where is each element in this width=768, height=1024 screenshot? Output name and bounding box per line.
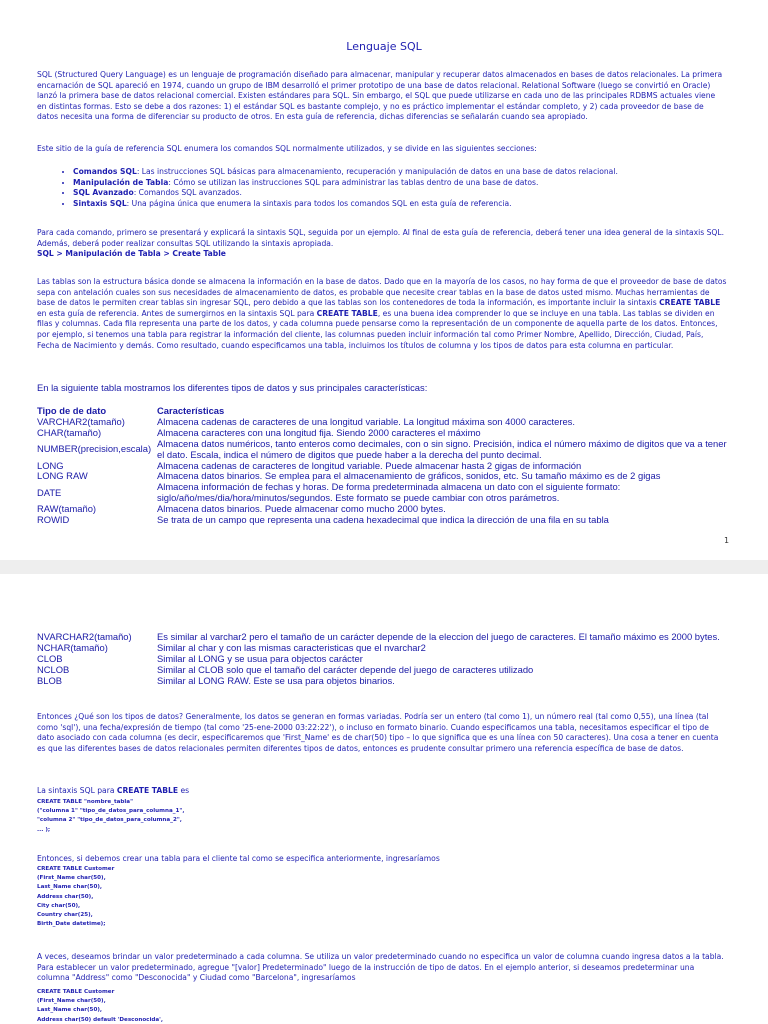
- tables-paragraph: Las tablas son la estructura básica donde se almacena la información en la base de datos. Dado que en la mayoría de los casos, no hay forma de que el proveedor de base de datos sepa con antelación cuales son sus necesidades de almacenamiento de datos, es probable que necesite crear tablas en la base de datos usted mismo. Muchas herramientas de base de datos le permiten crear tablas sin ingresar SQL, pero debido a que las tablas son los contenedores de toda la información, es importante incluir la sintaxis CREATE TABLE en esta guía de referencia. Antes de sumergirnos en la sintaxis SQL para CREATE TABLE, es una buena idea comprender lo que se incluye en una tabla. Las tablas se dividen en filas y columnas. Cada fila representa una parte de los datos, y cada columna puede pensarse como la representación de un componente de aquella parte de los datos. Entonces, por ejemplo, si tenemos una tabla para registrar la información del cliente, las columnas pueden incluir información tal como Primer Nombre, Apellido, Dirección, Ciudad, País, Fecha de Nacimiento y demás. Como resultado, cuando especificamos una tabla, incluimos los títulos de columna y los tipos de datos para esta columna en particular.: [37, 277, 727, 350]
- table-row: BLOB Similar al LONG RAW. Este se usa para objetos binarios.: [37, 674, 395, 686]
- table-row: DATE Almacena información de fechas y horas. De forma predeterminada almacena un dato con el siguiente formato: siglo/año/mes/dia/hora/minutos/segundos. Este formato se puede cambiar con otros parámetros.: [37, 481, 621, 504]
- page-title: Lenguaje SQL: [346, 40, 422, 53]
- default-code-block: CREATE TABLE Customer (First_Name char(50), Last_Name char(50), Address char(50) default 'Desconocida',: [37, 989, 164, 1023]
- syntax-intro: La sintaxis SQL para CREATE TABLE es: [37, 786, 190, 795]
- example-intro: Entonces, si debemos crear una tabla para el cliente tal como se especifica anteriormente, ingresaríamos: [37, 854, 440, 863]
- link-sintaxis-sql[interactable]: Sintaxis SQL: [73, 198, 127, 208]
- data-types-table: [37, 406, 727, 526]
- table-row: NUMBER(precision,escala) Almacena datos numéricos, tanto enteros como decimales, con o sin signo. Precisión, indica el número máximo de digitos que va a tener el dato. Escala, indica el número de digitos que puede haber a la derecha del punto decimal.: [37, 437, 727, 460]
- table-row: RAW(tamaño) Almacena datos binarios. Puede almacenar como mucho 2000 bytes.: [37, 503, 446, 515]
- table-row: CLOB Similar al LONG y se usua para objectos carácter: [37, 652, 363, 664]
- table-row: LONG Almacena cadenas de caracteres de longitud variable. Puede almacenar hasta 2 gigas de información: [37, 459, 582, 471]
- list-item: • Sintaxis SQL: Una página única que enumera la sintaxis para todos los comandos SQL en esta guía de referencia.: [73, 199, 727, 210]
- link-manipulacion-tabla[interactable]: Manipulación de Tabla: [73, 177, 169, 187]
- example-code-block: CREATE TABLE Customer (First_Name char(50), Last_Name char(50), Address char(50), City char(50), Country char(25), Birth_Date datetime);: [37, 866, 115, 928]
- list-item: • Manipulación de Tabla: Cómo se utilizan las instrucciones SQL para administrar las tablas dentro de una base de datos.: [73, 178, 727, 189]
- table-header-row: Tipo de de dato Características: [37, 405, 225, 416]
- data-types-table-continued: [37, 632, 727, 687]
- page-separator: [0, 560, 768, 574]
- intro-paragraph: SQL (Structured Query Language) es un lenguaje de programación diseñado para almacenar, manipular y recuperar datos almacenados en bases de datos relacionales. La primera encarnación de SQL apareció en 1974, cuando un grupo de IBM desarrolló el primer prototipo de una base de datos relacional. Relational Software (luego se convirtió en Oracle) lanzó la primera base de datos relacional comercial. Existen estándares para SQL. Sin embargo, el SQL que puede utilizarse en cada uno de las principales RDBMS actuales viene en distintas formas. Esto se debe a dos razones: 1) el estándar SQL es bastante complejo, y no es práctico implementar el estándar completo, y 2) cada proveedor de base de datos necesita una forma de diferenciar su producto de otros. En esta guía de referencia, dichas diferencias se señalarán cuando sea apropiado.: [37, 70, 723, 122]
- types-intro: En la siguiente tabla mostramos los diferentes tipos de datos y sus principales características:: [37, 382, 428, 393]
- breadcrumb[interactable]: SQL > Manipulación de Tabla > Create Table: [37, 249, 226, 259]
- page-number: 1: [724, 536, 730, 545]
- link-sql-avanzado[interactable]: SQL Avanzado: [73, 188, 134, 198]
- link-comandos-sql[interactable]: Comandos SQL: [73, 167, 137, 176]
- each-command-paragraph: Para cada comando, primero se presentará y explicará la sintaxis SQL, seguida por un ejemplo. Al final de esta guía de referencia, deberá tener una idea general de la sintaxis SQL. Además, deberá poder realizar consultas SQL utilizando la sintaxis apropiada. SQL > Manipulación de Tabla > Create Table: [37, 228, 725, 259]
- table-row: NCHAR(tamaño) Similar al char y con las mismas caracteristicas que el nvarchar2: [37, 641, 426, 653]
- syntax-code-block: CREATE TABLE "nombre_tabla" ("columna 1" "tipo_de_datos_para_columna_1", "columna 2" "tipo_de_datos_para_columna_2", ... );: [37, 799, 185, 833]
- sections-intro: Este sitio de la guía de referencia SQL enumera los comandos SQL normalmente utilizados, y se divide en las siguientes secciones:: [37, 144, 537, 153]
- document-page-2: [0, 574, 768, 1024]
- table-row: NVARCHAR2(tamaño) Es similar al varchar2 pero el tamaño de un carácter depende de la eleccion del juego de caracteres. El tamaño máximo es 2000 bytes.: [37, 631, 720, 642]
- default-intro-paragraph: A veces, deseamos brindar un valor predeterminado a cada columna. Se utiliza un valor predeterminado cuando no especifica un valor de columna cuando ingresa datos a la tabla. Para establecer un valor predeterminado, agregue "[valor] Predeterminado" luego de la instrucción de tipo de datos. En el ejemplo anterior, si deseamos predeterminar una columna "Address" como "Desconocida" y Ciudad como "Barcelona", ingresaríamos: [37, 952, 724, 983]
- types-explain-paragraph: Entonces ¿Qué son los tipos de datos? Generalmente, los datos se generan en formas variadas. Podría ser un entero (tal como 1), un número real (tal como 0,55), una línea (tal como 'sql'), una fecha/expresión de tiempo (tal como '25-ene-2000 03:22:22'), o incluso en formato binario. Cuando especificamos una tabla, necesitamos especificar el tipo de dato asociado con cada columna (es decir, especificaremos que 'First_Name' es de char(50) tipo – lo que significa que es una línea con 50 caracteres). Una cosa a tener en cuenta es que las diferentes bases de datos relacionales permiten diferentes tipos de datos, entonces es prudente consultar primero una referencia específica de base de datos.: [37, 712, 719, 753]
- table-row: VARCHAR2(tamaño) Almacena cadenas de caracteres de una longitud variable. La longitud máxima son 4000 caracteres.: [37, 415, 575, 427]
- list-item: • SQL Avanzado: Comandos SQL avanzados.: [73, 188, 727, 199]
- list-item: • Comandos SQL: Las instrucciones SQL básicas para almacenamiento, recuperación y manipulación de datos en una base de datos relacional.: [73, 167, 727, 178]
- table-row: NCLOB Similar al CLOB solo que el tamaño del carácter depende del juego de caracteres utilizado: [37, 663, 534, 675]
- table-row: LONG RAW Almacena datos binarios. Se emplea para el almacenamiento de gráficos, sonidos, etc. Su tamaño máximo es de 2 gigas: [37, 470, 661, 482]
- table-row: ROWID Se trata de un campo que representa una cadena hexadecimal que indica la dirección de una fila en su tabla: [37, 514, 609, 526]
- table-row: CHAR(tamaño) Almacena caracteres con una longitud fija. Siendo 2000 caracteres el máximo: [37, 426, 481, 438]
- sections-list: [37, 167, 727, 209]
